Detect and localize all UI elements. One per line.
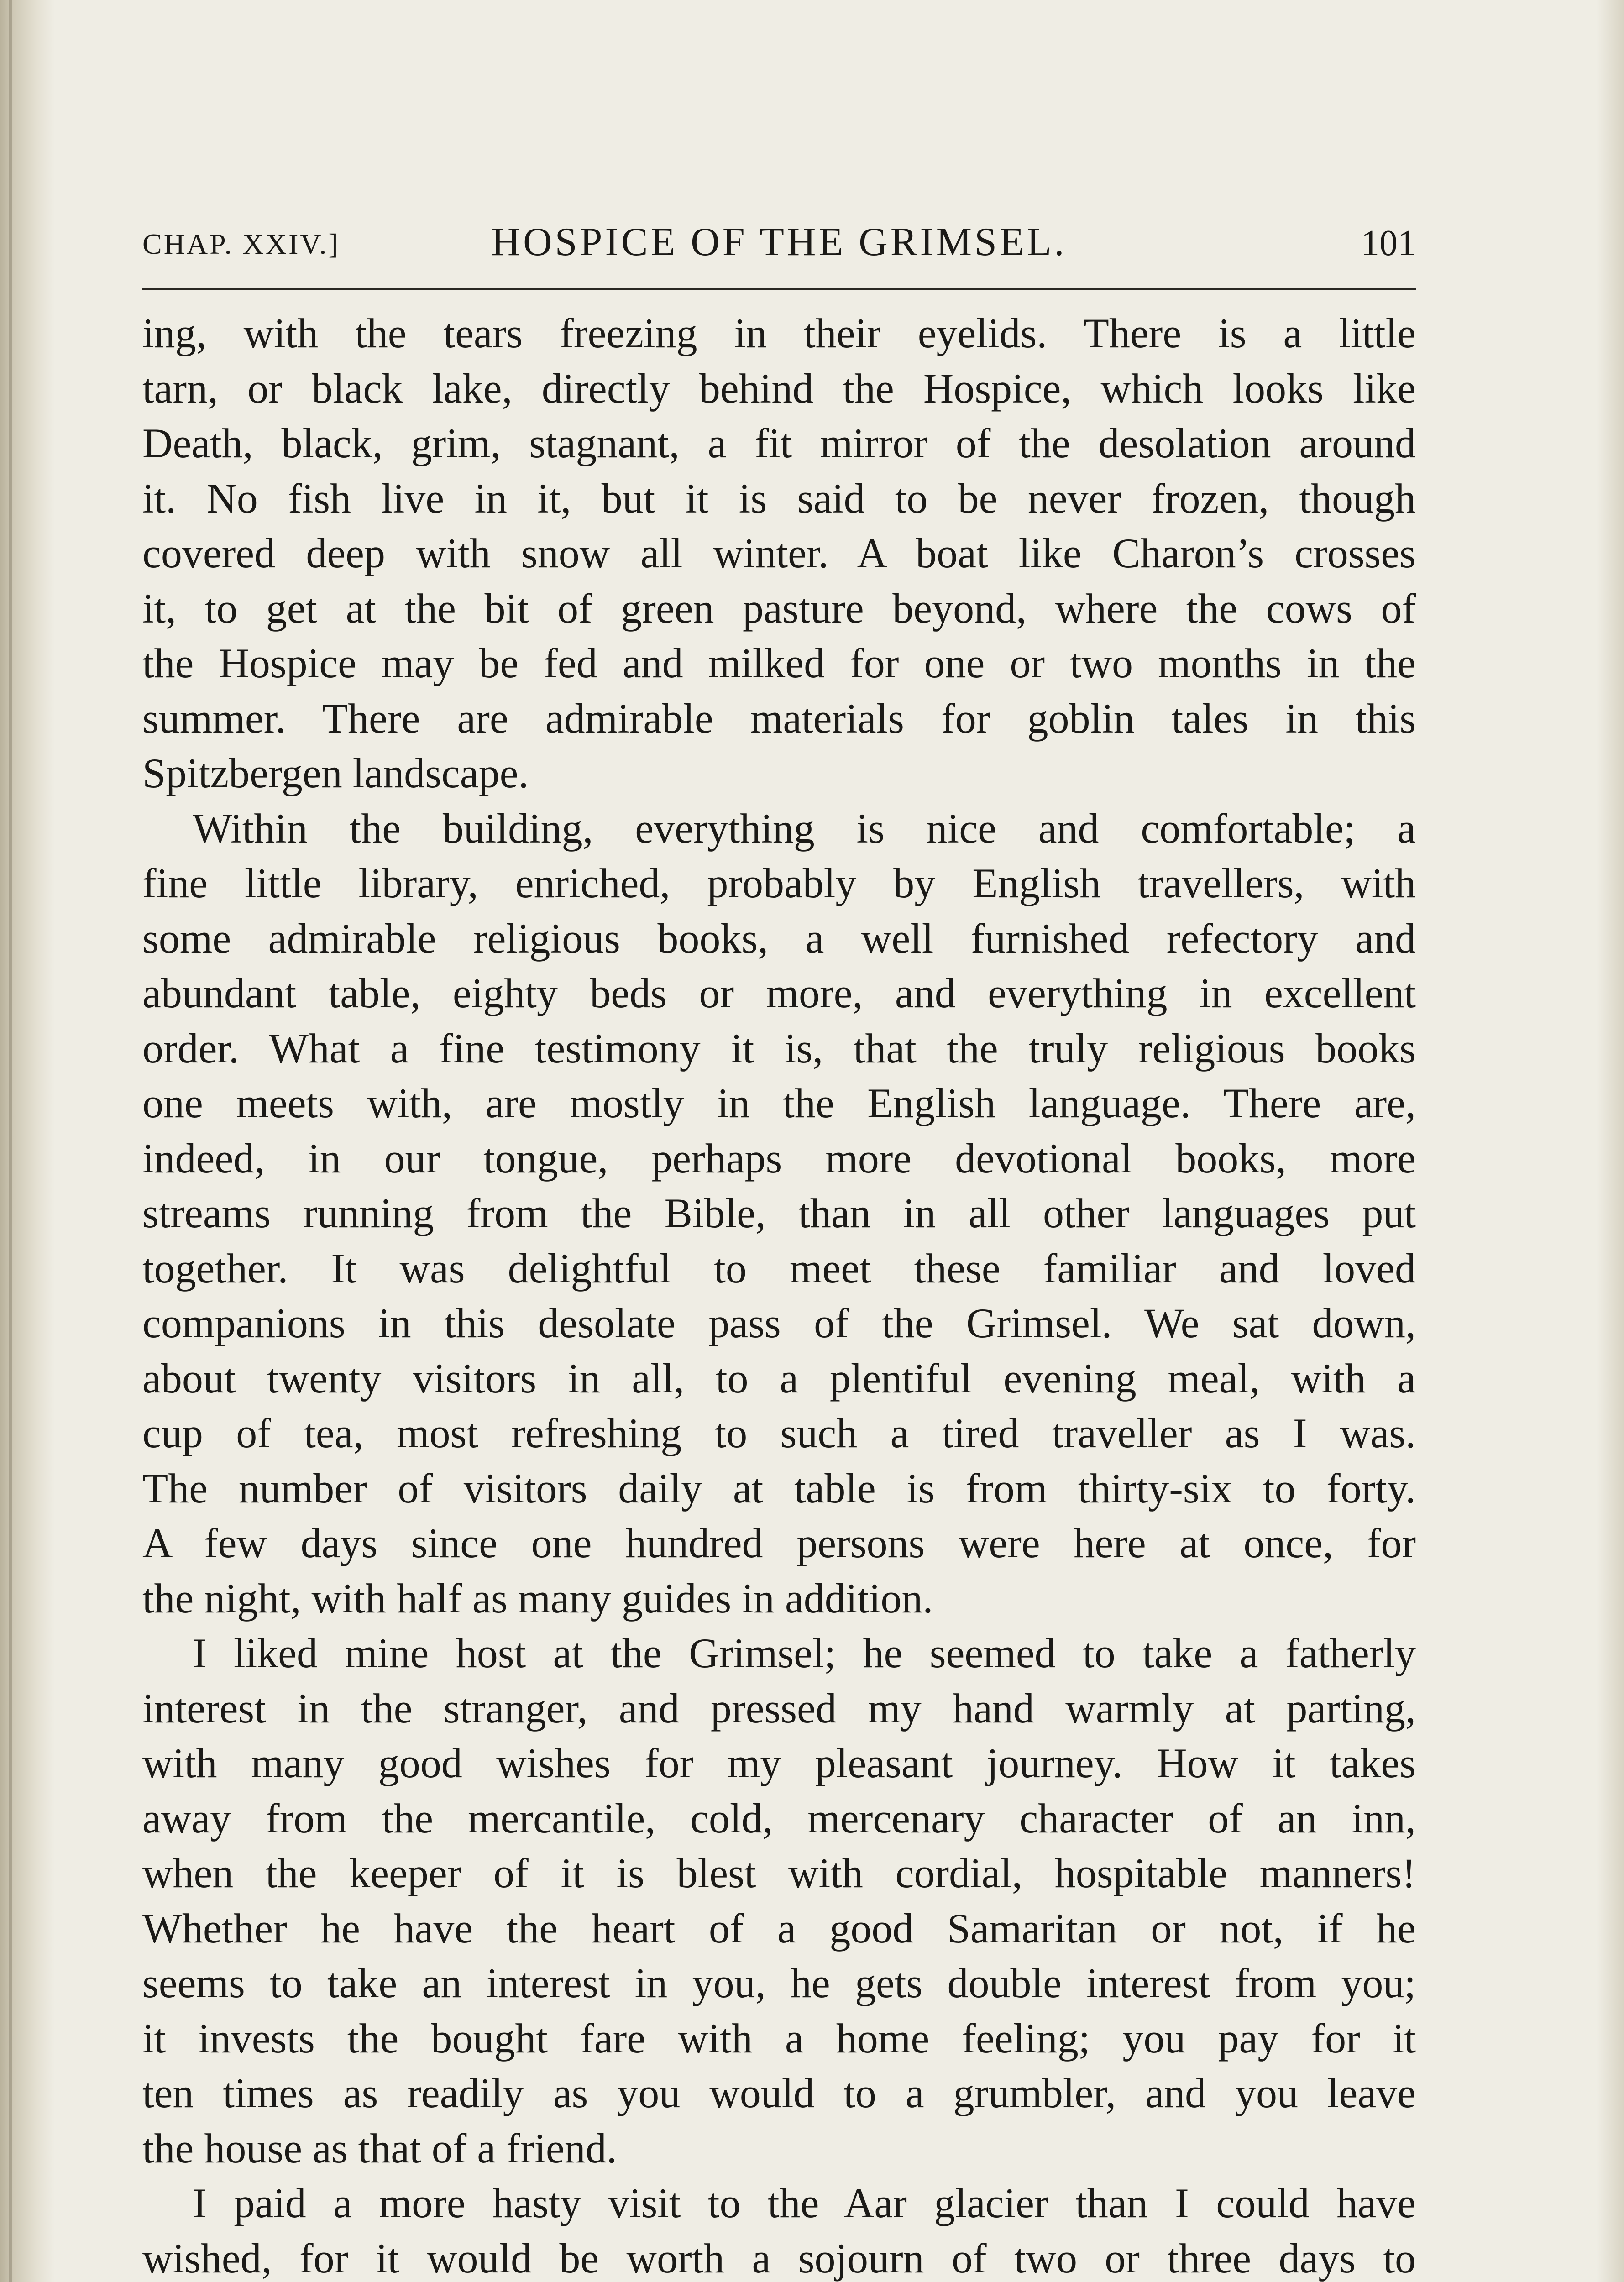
text-line: ten times as readily as you would to a grumbler, and you leave — [142, 2070, 1416, 2116]
text-line: with many good wishes for my pleasant journey. How it takes — [142, 1740, 1416, 1786]
text-line: summer. There are admirable materials for goblin tales in this — [142, 695, 1416, 742]
text-line: abundant table, eighty beds or more, and everything in excellent — [142, 970, 1416, 1016]
text-line: some admirable religious books, a well furnished refectory and — [142, 915, 1416, 962]
page-fold-shadow — [9, 0, 12, 2282]
text-line: away from the mercantile, cold, mercenary character of an inn, — [142, 1795, 1416, 1842]
page-number: 101 — [1361, 223, 1416, 263]
header-rule — [142, 288, 1416, 290]
text-line: it. No fish live in it, but it is said to be never frozen, though — [142, 475, 1416, 522]
text-line: seems to take an interest in you, he gets double interest from you; — [142, 1960, 1416, 2006]
text-line: cup of tea, most refreshing to such a tired traveller as I was. — [142, 1410, 1416, 1456]
text-line: I paid a more hasty visit to the Aar glacier than I could have — [193, 2180, 1416, 2226]
page-edge-shadow — [1597, 0, 1624, 2282]
text-line: covered deep with snow all winter. A boat like Charon’s crosses — [142, 530, 1416, 576]
text-line: together. It was delightful to meet these familiar and loved — [142, 1245, 1416, 1292]
text-line: I liked mine host at the Grimsel; he seemed to take a fatherly — [193, 1630, 1416, 1676]
text-line: The number of visitors daily at table is from thirty-six to forty. — [142, 1465, 1416, 1512]
text-line: streams running from the Bible, than in all other languages put — [142, 1190, 1416, 1236]
text-line: Spitzbergen landscape. — [142, 750, 529, 796]
text-line: Whether he have the heart of a good Samaritan or not, if he — [142, 1905, 1416, 1952]
text-line: Within the building, everything is nice and comfortable; a — [193, 805, 1416, 852]
text-line: tarn, or black lake, directly behind the Hospice, which looks like — [142, 365, 1416, 412]
binding-gutter — [0, 0, 55, 2282]
text-line: one meets with, are mostly in the English language. There are, — [142, 1080, 1416, 1126]
text-line: ing, with the tears freezing in their eyelids. There is a little — [142, 310, 1416, 356]
text-line: interest in the stranger, and pressed my hand warmly at parting, — [142, 1685, 1416, 1732]
text-line: about twenty visitors in all, to a plentiful evening meal, with a — [142, 1355, 1416, 1402]
text-line: the Hospice may be fed and milked for one or two months in the — [142, 640, 1416, 686]
text-line: Death, black, grim, stagnant, a fit mirror of the desolation around — [142, 420, 1416, 466]
chapter-label: CHAP. XXIV.] — [142, 228, 340, 260]
page-title: HOSPICE OF THE GRIMSEL. — [491, 220, 1067, 264]
text-line: A few days since one hundred persons were here at once, for — [142, 1520, 1416, 1566]
running-head — [142, 219, 1416, 269]
text-line: it invests the bought fare with a home feeling; you pay for it — [142, 2015, 1416, 2062]
text-line: companions in this desolate pass of the Grimsel. We sat down, — [142, 1300, 1416, 1346]
text-line: it, to get at the bit of green pasture beyond, where the cows of — [142, 585, 1416, 632]
text-line: order. What a fine testimony it is, that the truly religious books — [142, 1025, 1416, 1072]
body-text — [142, 306, 1416, 2282]
text-line: when the keeper of it is blest with cordial, hospitable manners! — [142, 1850, 1416, 1896]
text-line: the house as that of a friend. — [142, 2125, 617, 2172]
text-line: indeed, in our tongue, perhaps more devotional books, more — [142, 1135, 1416, 1182]
text-line: fine little library, enriched, probably by English travellers, with — [142, 860, 1416, 906]
text-line: the night, with half as many guides in addition. — [142, 1575, 933, 1622]
text-line: wished, for it would be worth a sojourn of two or three days to — [142, 2235, 1416, 2282]
